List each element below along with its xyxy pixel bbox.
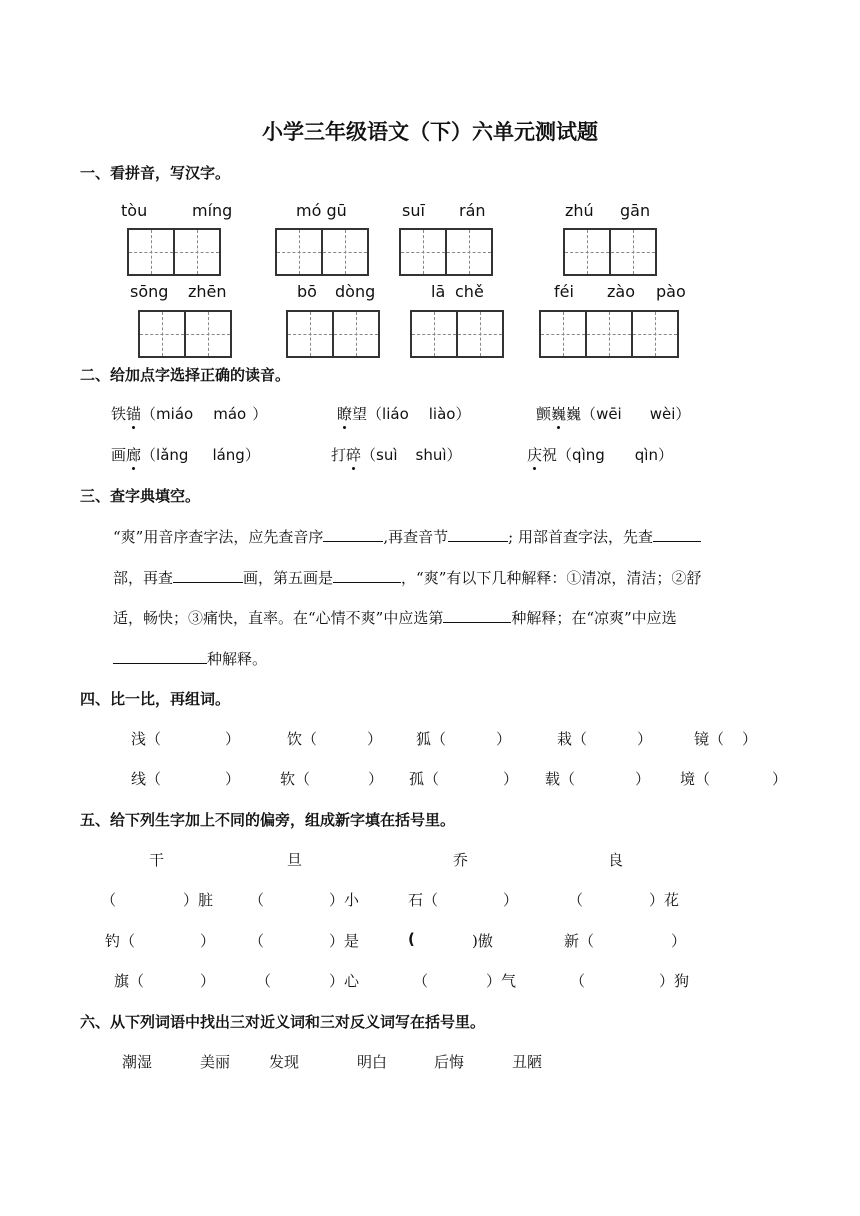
compare-item: 线（ ） [131,770,241,788]
pinyin: mó gū [296,201,347,220]
compare-item: 软（ ） [280,770,384,788]
answer-blank[interactable] [173,567,243,583]
fill-blank: ）心 [329,972,360,990]
reading-choice: 颤巍巍（wēi wèi） [536,405,691,423]
pinyin: zào [607,282,635,301]
writing-grid[interactable] [399,228,491,276]
reading-choice: 铁锚（miáo máo ） [111,405,268,423]
fill-blank: ）小 [329,891,360,909]
base-character: 旦 [287,851,303,869]
compare-item: 境（ ） [680,770,788,788]
section-2-heading: 二、给加点字选择正确的读音。 [80,366,291,384]
compare-item: 饮（ ） [287,730,383,748]
pinyin: lā [431,282,446,301]
paragraph-line: “爽”用音序查字法，应先查音序 ,再查音节 ; 用部首查字法，先查 [113,526,701,547]
word: 发现 [269,1053,300,1071]
answer-blank[interactable] [448,526,508,542]
fill-blank: 石（ [408,891,439,909]
fill-blank: ） [503,891,519,909]
fill-blank: ）狗 [659,972,690,990]
word: 明白 [357,1053,388,1071]
answer-blank[interactable] [333,567,401,583]
fill-blank: （ [249,932,265,950]
compare-item: 载（ ） [545,770,651,788]
writing-grid[interactable] [127,228,219,276]
section-1-heading: 一、看拼音，写汉字。 [80,164,231,182]
fill-blank: )傲 [472,932,493,950]
fill-blank: （ [256,972,272,990]
compare-item: 镜（ ） [694,730,758,748]
pinyin: tòu [121,201,148,220]
fill-blank: ）是 [329,932,360,950]
base-character: 良 [608,851,624,869]
fill-blank: 钓（ [105,932,136,950]
section-6-heading: 六、从下列词语中找出三对近义词和三对反义词写在括号里。 [80,1013,486,1031]
writing-grid[interactable] [410,310,502,358]
pinyin: dòng [335,282,376,301]
fill-blank: ） [200,932,216,950]
pinyin: zhēn [188,282,227,301]
compare-item: 孤（ ） [409,770,519,788]
fill-blank: ） [200,972,216,990]
fill-blank: （ [101,891,117,909]
word: 丑陋 [512,1053,543,1071]
word: 美丽 [200,1053,231,1071]
paragraph-line: 种解释。 [113,648,267,669]
paragraph-line: 适，畅快；③痛快，直率。在“心情不爽”中应选第 种解释；在“凉爽”中应选 [113,609,677,627]
pinyin: zhú [565,201,594,220]
writing-grid[interactable] [539,310,677,358]
pinyin: suī [402,201,425,220]
writing-grid[interactable] [275,228,367,276]
page-title: 小学三年级语文（下）六单元测试题 [262,120,598,144]
writing-grid[interactable] [138,310,230,358]
fill-blank: （ [249,891,265,909]
fill-blank: 新（ [564,932,595,950]
reading-choice: 庆祝（qìng qìn） [527,446,673,464]
section-4-heading: 四、比一比，再组词。 [80,690,231,708]
compare-item: 浅（ ） [131,730,241,748]
compare-item: 狐（ ） [416,730,512,748]
word: 潮湿 [122,1053,153,1071]
reading-choice: 瞭望（liáo liào） [337,405,471,423]
pinyin: míng [192,201,233,220]
pinyin: gān [620,201,651,220]
fill-blank: 旗（ [114,972,145,990]
answer-blank[interactable] [443,607,511,623]
reading-choice: 画廊（lǎng láng） [111,446,260,464]
pinyin: rán [459,201,486,220]
pinyin: bō [297,282,317,301]
pinyin: chě [455,282,484,301]
base-character: 乔 [453,851,469,869]
pinyin: pào [656,282,686,301]
pinyin: sōng [130,282,169,301]
word: 后悔 [434,1053,465,1071]
fill-blank: ( [408,930,415,948]
answer-blank[interactable] [323,526,383,542]
base-character: 干 [149,851,165,869]
fill-blank: （ [568,891,584,909]
fill-blank: （ [413,972,429,990]
paragraph-line: 部，再查 画，第五画是 ，“爽”有以下几种解释：①清凉，清洁；②舒 [113,569,702,587]
answer-blank[interactable] [653,526,701,542]
fill-blank: ） [671,932,687,950]
reading-choice: 打碎（suì shuì） [331,446,462,464]
writing-grid[interactable] [286,310,378,358]
fill-blank: ）脏 [183,891,214,909]
fill-blank: ）气 [486,972,517,990]
compare-item: 栽（ ） [557,730,653,748]
fill-blank: （ [570,972,586,990]
section-3-heading: 三、查字典填空。 [80,487,201,505]
pinyin: féi [554,282,574,301]
writing-grid[interactable] [563,228,655,276]
answer-blank[interactable] [113,648,207,664]
fill-blank: ）花 [649,891,680,909]
section-5-heading: 五、给下列生字加上不同的偏旁，组成新字填在括号里。 [80,811,456,829]
